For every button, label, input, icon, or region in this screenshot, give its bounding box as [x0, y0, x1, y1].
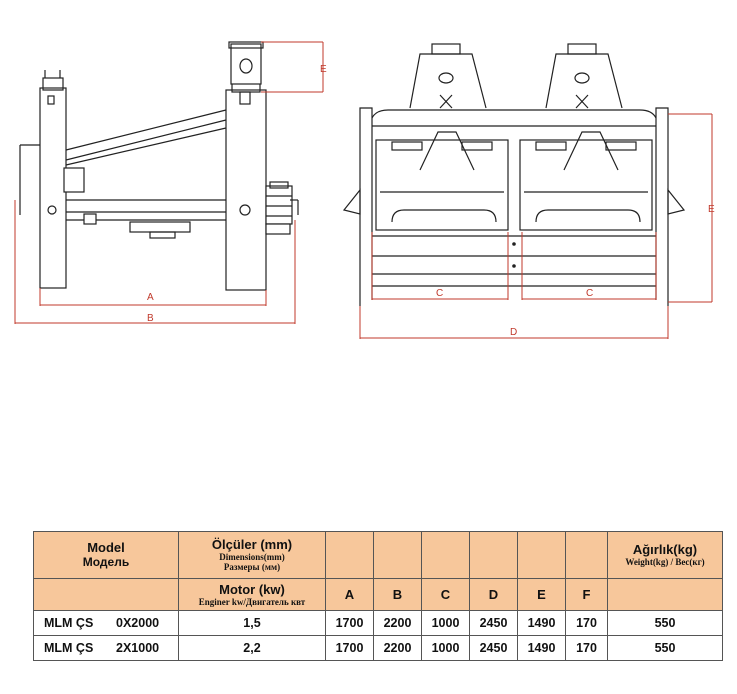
- header-empty-cell: [374, 532, 422, 579]
- header-empty-cell: [326, 532, 374, 579]
- table-header-row-2: [34, 579, 723, 611]
- side-view-drawing: [20, 42, 298, 290]
- weight-label-sub: Weight(kg) / Вес(кг): [625, 557, 705, 567]
- model-series: MLM ÇS: [44, 616, 94, 630]
- cell-c: 1000: [422, 611, 470, 636]
- cell-f: 170: [566, 611, 608, 636]
- cell-a: 1700: [326, 636, 374, 661]
- motor-header-cell: [179, 579, 326, 611]
- dimensions-label-en: Dimensions(mm): [219, 552, 285, 562]
- column-header-c: C: [422, 579, 470, 611]
- cell-e: 1490: [518, 636, 566, 661]
- model-cell: [34, 611, 179, 636]
- front-view-drawing: [344, 44, 684, 306]
- dimensions-label-ru: Размеры (мм): [223, 562, 281, 572]
- table-header-row-1: [34, 532, 723, 579]
- dimensions-header-cell: [179, 532, 326, 579]
- model-variant: 0X2000: [116, 616, 160, 630]
- column-header-f: F: [566, 579, 608, 611]
- model-label-ru: Модель: [82, 555, 130, 569]
- cell-f: 170: [566, 636, 608, 661]
- dim-label-c1-right: C: [436, 288, 444, 299]
- table-row: [34, 636, 723, 661]
- dim-label-e-left: E: [320, 64, 327, 75]
- specification-table: [33, 531, 723, 661]
- motor-cell: 1,5: [179, 611, 326, 636]
- dim-label-a-left: A: [147, 292, 154, 303]
- model-series: MLM ÇS: [44, 641, 94, 655]
- model-header-cell: [34, 532, 179, 579]
- model-variant: 2X1000: [116, 641, 160, 655]
- header-empty-cell: [470, 532, 518, 579]
- table-row: [34, 611, 723, 636]
- weight-label: Ağırlık(kg): [632, 542, 698, 557]
- dimensions-label: Ölçüler (mm): [211, 537, 293, 552]
- cell-d: 2450: [470, 636, 518, 661]
- dim-label-e-right: E: [708, 204, 715, 215]
- column-header-a: A: [326, 579, 374, 611]
- cell-a: 1700: [326, 611, 374, 636]
- motor-label-sub: Enginer kw/Двигатель квт: [198, 596, 306, 607]
- header-empty-cell: [566, 532, 608, 579]
- header-empty-cell: [518, 532, 566, 579]
- weight-cell: 550: [608, 611, 723, 636]
- weight-header-cell: [608, 532, 723, 579]
- hopper-left: [410, 44, 486, 108]
- model-label: Model: [87, 540, 125, 555]
- model-cell: [34, 636, 179, 661]
- cell-d: 2450: [470, 611, 518, 636]
- hopper-right: [546, 44, 622, 108]
- dim-label-b-left: B: [147, 313, 154, 324]
- dim-label-d-right: D: [510, 327, 518, 338]
- column-header-e: E: [518, 579, 566, 611]
- column-header-d: D: [470, 579, 518, 611]
- cell-b: 2200: [374, 611, 422, 636]
- column-header-b: B: [374, 579, 422, 611]
- motor-label: Motor (kw): [219, 581, 285, 597]
- dim-label-c2-right: C: [586, 288, 594, 299]
- cell-b: 2200: [374, 636, 422, 661]
- header-empty-cell: [608, 579, 723, 611]
- header-empty-cell: [422, 532, 470, 579]
- weight-cell: 550: [608, 636, 723, 661]
- cell-c: 1000: [422, 636, 470, 661]
- motor-cell: 2,2: [179, 636, 326, 661]
- cell-e: 1490: [518, 611, 566, 636]
- header-empty-cell: [34, 579, 179, 611]
